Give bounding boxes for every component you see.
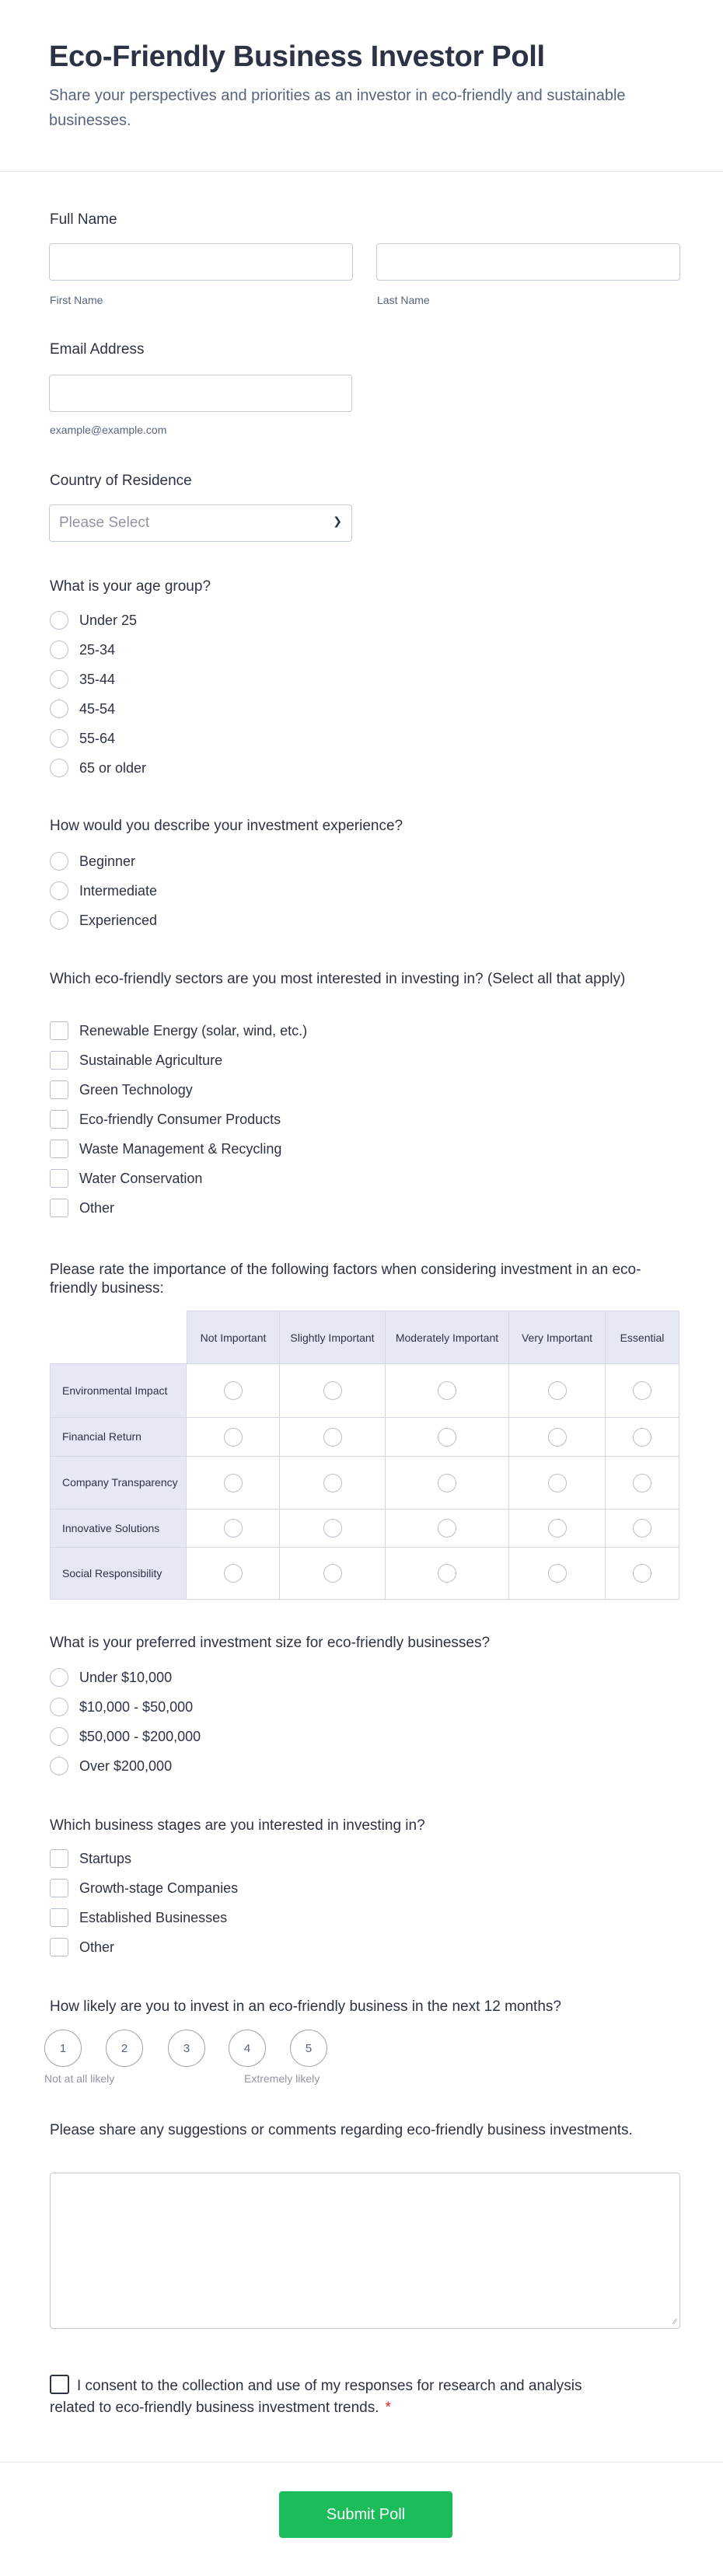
matrix-radio-button[interactable] — [323, 1428, 342, 1447]
matrix-radio-button[interactable] — [633, 1564, 651, 1583]
scale-option-3[interactable]: 3 — [168, 2030, 205, 2067]
option-label: Green Technology — [79, 1081, 193, 1098]
radio-button[interactable] — [50, 1757, 68, 1775]
stages-option[interactable] — [50, 1879, 238, 1897]
country-label: Country of Residence — [50, 473, 192, 489]
matrix-cell — [386, 1363, 509, 1417]
checkbox[interactable] — [50, 1169, 68, 1188]
matrix-row — [50, 1456, 679, 1509]
matrix-corner — [50, 1311, 187, 1363]
option-label: Water Conservation — [79, 1170, 203, 1186]
option-label: 65 or older — [79, 759, 147, 776]
likelihood-question: How likely are you to invest in an eco-friendly business in the next 12 months? — [50, 1998, 561, 2015]
checkbox[interactable] — [50, 1051, 68, 1070]
matrix-row — [50, 1547, 679, 1600]
matrix-cell — [606, 1547, 679, 1600]
matrix-radio-button[interactable] — [438, 1519, 456, 1538]
matrix-radio-button[interactable] — [548, 1381, 567, 1400]
radio-button[interactable] — [50, 1727, 68, 1746]
page-title: Eco-Friendly Business Investor Poll — [49, 40, 545, 73]
email-label: Email Address — [50, 341, 145, 358]
matrix-cell — [606, 1417, 679, 1456]
checkbox[interactable] — [50, 1080, 68, 1099]
matrix-row-label: Company Transparency — [50, 1456, 187, 1509]
option-label: Under $10,000 — [79, 1669, 173, 1685]
sectors-option[interactable] — [50, 1169, 202, 1188]
matrix-radio-button[interactable] — [323, 1564, 342, 1583]
matrix-cell — [280, 1456, 386, 1509]
option-label: 25-34 — [79, 641, 116, 658]
matrix-cell — [386, 1547, 509, 1600]
checkbox[interactable] — [50, 1908, 68, 1927]
option-label: Eco-friendly Consumer Products — [79, 1111, 281, 1127]
checkbox[interactable] — [50, 1938, 68, 1956]
chevron-down-icon: ❯ — [333, 515, 342, 527]
radio-button[interactable] — [50, 670, 68, 689]
full-name-label: Full Name — [50, 211, 117, 228]
consent-field — [50, 2375, 609, 2419]
radio-button[interactable] — [50, 729, 68, 748]
option-label: Waste Management & Recycling — [79, 1140, 282, 1157]
matrix-radio-button[interactable] — [438, 1474, 456, 1492]
first-name-sublabel: First Name — [50, 294, 103, 306]
stages-option[interactable] — [50, 1908, 227, 1927]
matrix-cell — [386, 1509, 509, 1547]
footer-divider — [0, 2462, 723, 2463]
matrix-cell — [386, 1417, 509, 1456]
page-subtitle: Share your perspectives and priorities as an investor in eco-friendly and sustainable businesses. — [49, 87, 626, 129]
scale-option-5[interactable]: 5 — [290, 2030, 327, 2067]
matrix-radio-button[interactable] — [548, 1428, 567, 1447]
matrix-radio-button[interactable] — [633, 1428, 651, 1447]
matrix-cell — [187, 1363, 280, 1417]
required-asterisk: * — [385, 2400, 391, 2416]
matrix-radio-button[interactable] — [323, 1519, 342, 1538]
age-option[interactable] — [50, 611, 137, 630]
matrix-cell — [187, 1417, 280, 1456]
matrix-radio-button[interactable] — [633, 1381, 651, 1400]
age-option[interactable] — [50, 759, 146, 777]
matrix-row-label: Social Responsibility — [50, 1547, 187, 1600]
radio-button[interactable] — [50, 852, 68, 871]
matrix-column-header: Not Important — [187, 1311, 280, 1363]
radio-button[interactable] — [50, 1698, 68, 1716]
first-name-input[interactable] — [49, 243, 353, 281]
sectors-option[interactable] — [50, 1051, 222, 1070]
submit-button[interactable]: Submit Poll — [279, 2491, 452, 2538]
matrix-radio-button[interactable] — [224, 1474, 243, 1492]
age-option[interactable] — [50, 670, 115, 689]
matrix-row — [50, 1509, 679, 1547]
scale-min-label: Not at all likely — [44, 2072, 115, 2085]
matrix-cell — [509, 1509, 606, 1547]
checkbox[interactable] — [50, 1879, 68, 1897]
option-label: Renewable Energy (solar, wind, etc.) — [79, 1022, 308, 1038]
checkbox[interactable] — [50, 1140, 68, 1158]
matrix-column-header: Moderately Important — [386, 1311, 509, 1363]
sectors-option[interactable] — [50, 1110, 281, 1129]
matrix-radio-button[interactable] — [224, 1564, 243, 1583]
option-label: $10,000 - $50,000 — [79, 1698, 194, 1715]
matrix-radio-button[interactable] — [224, 1519, 243, 1538]
option-label: 35-44 — [79, 671, 116, 687]
matrix-radio-button[interactable] — [224, 1381, 243, 1400]
checkbox[interactable] — [50, 1849, 68, 1868]
scale-option-4[interactable]: 4 — [229, 2030, 266, 2067]
age-question: What is your age group? — [50, 578, 211, 595]
option-label: Under 25 — [79, 612, 138, 628]
matrix-cell — [606, 1509, 679, 1547]
matrix-radio-button[interactable] — [548, 1519, 567, 1538]
option-label: 45-54 — [79, 700, 116, 717]
radio-button[interactable] — [50, 881, 68, 900]
radio-button[interactable] — [50, 911, 68, 930]
matrix-radio-button[interactable] — [323, 1381, 342, 1400]
option-label: Startups — [79, 1850, 132, 1866]
comments-textarea[interactable] — [50, 2173, 680, 2329]
sectors-option[interactable] — [50, 1140, 281, 1158]
matrix-cell — [280, 1363, 386, 1417]
matrix-radio-button[interactable] — [548, 1564, 567, 1583]
matrix-row-label: Environmental Impact — [50, 1363, 187, 1417]
matrix-radio-button[interactable] — [438, 1381, 456, 1400]
radio-button[interactable] — [50, 700, 68, 718]
radio-button[interactable] — [50, 641, 68, 659]
investment-size-question: What is your preferred investment size for eco-friendly businesses? — [50, 1635, 491, 1651]
matrix-cell — [386, 1456, 509, 1509]
matrix-cell — [509, 1417, 606, 1456]
matrix-radio-button[interactable] — [323, 1474, 342, 1492]
investment-size-option[interactable] — [50, 1698, 193, 1716]
radio-button[interactable] — [50, 759, 68, 777]
consent-label: I consent to the collection and use of my responses for research and analysis related to eco-friendly business investment trends. — [50, 2378, 582, 2416]
option-label: Other — [79, 1199, 115, 1216]
option-label: Growth-stage Companies — [79, 1880, 239, 1896]
age-option[interactable] — [50, 729, 115, 748]
experience-option[interactable] — [50, 852, 135, 871]
matrix-cell — [280, 1509, 386, 1547]
stages-question: Which business stages are you interested in investing in? — [50, 1817, 425, 1834]
experience-option[interactable] — [50, 911, 157, 930]
matrix-column-header: Essential — [606, 1311, 679, 1363]
checkbox[interactable] — [50, 1199, 68, 1217]
option-label: Over $200,000 — [79, 1757, 173, 1774]
email-sublabel: example@example.com — [50, 424, 167, 436]
matrix-cell — [509, 1363, 606, 1417]
investment-size-option[interactable] — [50, 1727, 201, 1746]
matrix-cell — [606, 1456, 679, 1509]
consent-checkbox[interactable] — [50, 2375, 69, 2394]
sectors-question: Which eco-friendly sectors are you most interested in investing in? (Select all that apply) — [50, 971, 626, 987]
option-label: Other — [79, 1939, 115, 1955]
last-name-sublabel: Last Name — [377, 294, 430, 306]
last-name-input[interactable] — [376, 243, 680, 281]
matrix-cell — [606, 1363, 679, 1417]
resize-grip-icon[interactable]: ∕∕ — [673, 2318, 676, 2326]
option-label: Intermediate — [79, 882, 158, 899]
matrix-cell — [280, 1547, 386, 1600]
option-label: 55-64 — [79, 730, 116, 746]
matrix-column-header: Slightly Important — [280, 1311, 386, 1363]
investment-size-option[interactable] — [50, 1757, 172, 1775]
matrix-radio-button[interactable] — [633, 1519, 651, 1538]
experience-question: How would you describe your investment experience? — [50, 818, 403, 834]
matrix-row-label: Innovative Solutions — [50, 1509, 187, 1547]
checkbox[interactable] — [50, 1021, 68, 1040]
age-option[interactable] — [50, 641, 115, 659]
option-label: $50,000 - $200,000 — [79, 1728, 201, 1744]
option-label: Established Businesses — [79, 1909, 228, 1925]
investment-size-option[interactable] — [50, 1668, 172, 1687]
matrix-cell — [187, 1547, 280, 1600]
checkbox[interactable] — [50, 1110, 68, 1129]
sectors-option[interactable] — [50, 1080, 193, 1099]
sectors-option[interactable] — [50, 1199, 114, 1217]
sectors-option[interactable] — [50, 1021, 307, 1040]
stages-option[interactable] — [50, 1938, 114, 1956]
country-select[interactable] — [49, 504, 352, 542]
matrix-cell — [280, 1417, 386, 1456]
importance-matrix — [50, 1311, 679, 1600]
option-label: Experienced — [79, 912, 158, 928]
matrix-row — [50, 1417, 679, 1456]
matrix-radio-button[interactable] — [438, 1428, 456, 1447]
option-label: Sustainable Agriculture — [79, 1052, 223, 1068]
age-option[interactable] — [50, 700, 115, 718]
matrix-cell — [187, 1509, 280, 1547]
header-divider — [0, 171, 723, 172]
scale-option-1[interactable]: 1 — [44, 2030, 82, 2067]
matrix-question: Please rate the importance of the following factors when considering investment in an eco-friendly business: — [50, 1262, 641, 1297]
experience-option[interactable] — [50, 881, 157, 900]
matrix-cell — [509, 1547, 606, 1600]
radio-button[interactable] — [50, 611, 68, 630]
option-label: Beginner — [79, 853, 136, 869]
matrix-column-header: Very Important — [509, 1311, 606, 1363]
scale-option-2[interactable]: 2 — [106, 2030, 143, 2067]
matrix-row — [50, 1363, 679, 1417]
email-input[interactable] — [49, 375, 352, 412]
scale-max-label: Extremely likely — [244, 2072, 320, 2085]
country-select-value: Please Select — [59, 515, 150, 531]
stages-option[interactable] — [50, 1849, 131, 1868]
radio-button[interactable] — [50, 1668, 68, 1687]
matrix-cell — [187, 1456, 280, 1509]
matrix-radio-button[interactable] — [438, 1564, 456, 1583]
comments-question: Please share any suggestions or comments regarding eco-friendly business investments. — [50, 2122, 633, 2138]
matrix-cell — [509, 1456, 606, 1509]
matrix-radio-button[interactable] — [633, 1474, 651, 1492]
matrix-row-label: Financial Return — [50, 1417, 187, 1456]
matrix-radio-button[interactable] — [548, 1474, 567, 1492]
matrix-radio-button[interactable] — [224, 1428, 243, 1447]
